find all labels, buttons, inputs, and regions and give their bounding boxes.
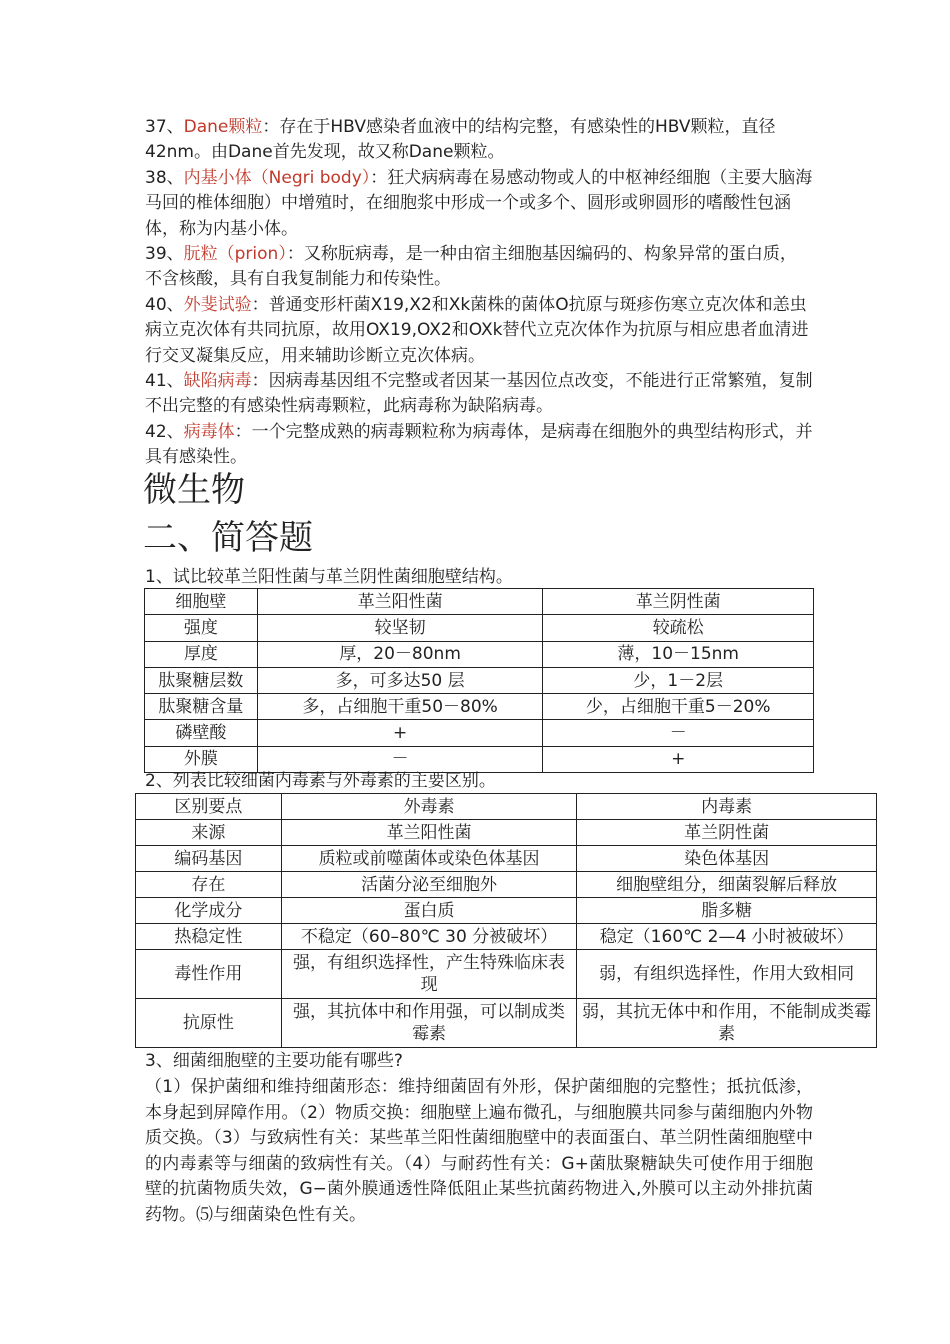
table-row — [136, 950, 877, 999]
table-row — [136, 794, 877, 820]
table-cell: 革兰阳性菌 — [257, 589, 543, 615]
definition-term: Dane颗粒 — [183, 117, 263, 137]
table-row — [136, 898, 877, 924]
table-row — [145, 746, 814, 772]
table-row — [136, 872, 877, 898]
table-cell: 薄，10－15nm — [543, 641, 814, 667]
table-cell: 热稳定性 — [136, 924, 282, 950]
definition-number: 41、 — [145, 371, 184, 392]
table-row — [145, 720, 814, 746]
definition-39 — [145, 242, 813, 293]
table-cell: 不稳定（60–80℃ 30 分被破坏） — [281, 924, 577, 950]
table-row — [136, 999, 877, 1048]
table-cell: 肽聚糖含量 — [145, 694, 258, 720]
table-cell: 厚度 — [145, 641, 258, 667]
table-row — [136, 924, 877, 950]
table-cell: 毒性作用 — [136, 950, 282, 999]
table-cell: 强，有组织选择性，产生特殊临床表现 — [281, 950, 577, 999]
table-cell: 强，其抗体中和作用强，可以制成类霉素 — [281, 999, 577, 1048]
table-cell: 化学成分 — [136, 898, 282, 924]
table-row — [145, 615, 814, 641]
definition-number: 39、 — [145, 244, 184, 265]
table-cell: 稳定（160℃ 2—4 小时被破坏） — [577, 924, 877, 950]
table-cell: 弱，其抗无体中和作用，不能制成类霉素 — [577, 999, 877, 1048]
table-cell: 存在 — [136, 872, 282, 898]
table-cell: 较坚韧 — [257, 615, 543, 641]
table-cell: 质粒或前噬菌体或染色体基因 — [281, 846, 577, 872]
definition-40 — [145, 293, 813, 369]
heading-short-answer: 二、简答题 — [143, 518, 313, 558]
table-cell: 来源 — [136, 820, 282, 846]
definition-term: 病毒体 — [183, 421, 235, 442]
table-cell: 蛋白质 — [281, 898, 577, 924]
table-cell: 内毒素 — [577, 794, 877, 820]
definition-term: 内基小体（Negri body） — [183, 167, 371, 188]
table-cell: 细胞壁 — [145, 589, 258, 615]
definition-37 — [145, 115, 813, 166]
toxin-comparison-table — [135, 793, 877, 1048]
table-cell: 抗原性 — [136, 999, 282, 1048]
definition-number: 37、 — [145, 117, 184, 137]
definition-body: ：狂犬病病毒在易感动物或人的中枢神经细胞（主要大脑海马回的椎体细胞）中增殖时，在细胞浆中形成一个或多个、圆形或卵圆形的嗜酸性包涵体，称为内基小体。 — [145, 167, 813, 239]
table-row — [145, 667, 814, 693]
cell-wall-comparison-table — [144, 588, 814, 773]
table-cell: 较疏松 — [543, 615, 814, 641]
table-cell: 多，占细胞干重50－80% — [257, 694, 543, 720]
definition-body: ：普通变形杆菌X19,X2和Xk菌株的菌体O抗原与斑疹伤寒立克次体和恙虫病立克次体有共同抗原，故用OX19,OX2和OXk替代立克次体作为抗原与相应患者血清进行交叉凝集反应，用来辅助诊断立克次体病。 — [145, 294, 809, 366]
definition-body: ：存在于HBV感染者血液中的结构完整，有感染性的HBV颗粒，直径42nm。由Dane首先发现，故又称Dane颗粒。 — [145, 117, 776, 163]
heading-microbiology: 微生物 — [143, 470, 245, 510]
table-cell: 外膜 — [145, 746, 258, 772]
definition-body: ：一个完整成熟的病毒颗粒称为病毒体，是病毒在细胞外的典型结构形式，并具有感染性。 — [145, 421, 813, 468]
table-cell: － — [543, 720, 814, 746]
table-cell: 革兰阴性菌 — [543, 589, 814, 615]
definition-number: 40、 — [145, 294, 184, 315]
table-cell: 少，占细胞干重5－20% — [543, 694, 814, 720]
table-cell: 强度 — [145, 615, 258, 641]
table-cell: 编码基因 — [136, 846, 282, 872]
table-row — [145, 589, 814, 615]
definition-body: ：又称朊病毒，是一种由宿主细胞基因编码的、构象异常的蛋白质，不含核酸，具有自我复制能力和传染性。 — [145, 244, 797, 290]
table-cell: 革兰阳性菌 — [281, 820, 577, 846]
definition-term: 外斐试验 — [183, 294, 252, 315]
definition-41 — [145, 369, 813, 420]
definition-38 — [145, 166, 813, 242]
answer-3: （1）保护菌细和维持细菌形态：维持细菌固有外形，保护菌细胞的完整性；抵抗低渗，本身起到屏障作用。（2）物质交换：细胞壁上遍布微孔，与细胞膜共同参与菌细胞内外物质交换。（3）与致病性有关：某些革兰阳性菌细胞壁中的表面蛋白、革兰阴性菌细胞壁中的内毒素等与细菌的致病性有关。（4）与耐药性有关：G+菌肽聚糖缺失可使作用于细胞壁的抗菌物质失效，G−菌外膜通透性降低阻止某些抗菌药物进入,外膜可以主动外排抗菌药物。⑸与细菌染色性有关。 — [145, 1077, 813, 1225]
table-cell: 区别要点 — [136, 794, 282, 820]
table-cell: 革兰阴性菌 — [577, 820, 877, 846]
table-cell: 染色体基因 — [577, 846, 877, 872]
definition-number: 38、 — [145, 167, 184, 188]
table-cell: 外毒素 — [281, 794, 577, 820]
table-cell: 肽聚糖层数 — [145, 667, 258, 693]
table-cell: － — [257, 746, 543, 772]
table-cell: 少，1－2层 — [543, 667, 814, 693]
table-cell: 磷壁酸 — [145, 720, 258, 746]
table-cell: 活菌分泌至细胞外 — [281, 872, 577, 898]
table-row — [145, 694, 814, 720]
definitions-section — [145, 115, 813, 471]
table-cell: 厚，20－80nm — [257, 641, 543, 667]
table-cell: + — [543, 746, 814, 772]
question-1: 1、试比较革兰阳性菌与革兰阴性菌细胞壁结构。 — [145, 567, 513, 587]
definition-42 — [145, 420, 813, 471]
table-cell: 弱，有组织选择性，作用大致相同 — [577, 950, 877, 999]
question-3: 3、细菌细胞壁的主要功能有哪些? — [145, 1051, 403, 1071]
definition-term: 朊粒（prion） — [183, 244, 287, 265]
table-row — [136, 820, 877, 846]
table-row — [145, 641, 814, 667]
question-2: 2、列表比较细菌内毒素与外毒素的主要区别。 — [145, 771, 496, 791]
definition-term: 缺陷病毒 — [183, 371, 252, 392]
table-cell: 多，可多达50 层 — [257, 667, 543, 693]
definition-number: 42、 — [145, 421, 184, 442]
table-row — [136, 846, 877, 872]
table-cell: 脂多糖 — [577, 898, 877, 924]
table-cell: 细胞壁组分，细菌裂解后释放 — [577, 872, 877, 898]
definition-body: ：因病毒基因组不完整或者因某一基因位点改变，不能进行正常繁殖，复制不出完整的有感染性病毒颗粒，此病毒称为缺陷病毒。 — [145, 371, 813, 417]
table-cell: + — [257, 720, 543, 746]
